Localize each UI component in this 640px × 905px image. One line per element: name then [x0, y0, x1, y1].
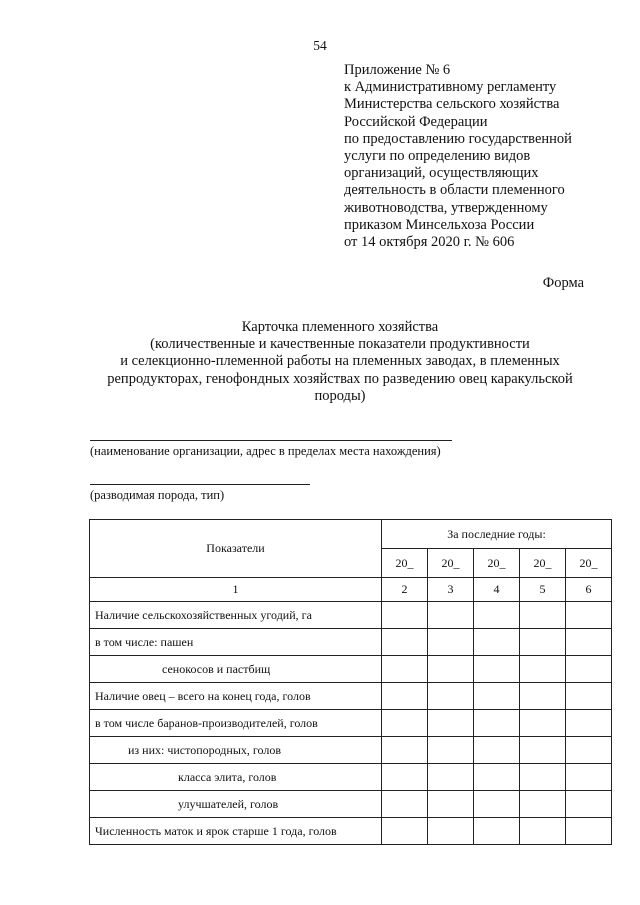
- value-cell[interactable]: [382, 764, 428, 791]
- appendix-line: организаций, осуществляющих: [344, 165, 539, 182]
- value-cell[interactable]: [428, 710, 474, 737]
- appendix-line: услуги по определению видов: [344, 148, 531, 165]
- value-cell[interactable]: [474, 683, 520, 710]
- organization-fill-line[interactable]: [90, 440, 452, 441]
- value-cell[interactable]: [566, 683, 612, 710]
- title-line: Карточка племенного хозяйства: [241, 319, 439, 335]
- table-row: [90, 737, 612, 764]
- organization-caption: (наименование организации, адрес в пределах места нахождения): [90, 444, 441, 458]
- value-cell[interactable]: [428, 602, 474, 629]
- value-cell[interactable]: [428, 683, 474, 710]
- value-cell[interactable]: [566, 737, 612, 764]
- row-label: в том числе: пашен: [90, 629, 382, 656]
- column-number: 5: [520, 578, 566, 602]
- column-number: 2: [382, 578, 428, 602]
- value-cell[interactable]: [382, 791, 428, 818]
- value-cell[interactable]: [428, 791, 474, 818]
- row-label: Численность маток и ярок старше 1 года, голов: [90, 818, 382, 845]
- column-number: 1: [90, 578, 382, 602]
- appendix-line: животноводства, утвержденному: [344, 199, 548, 216]
- column-number: 4: [474, 578, 520, 602]
- year-cell: 20_: [520, 549, 566, 578]
- column-number: 6: [566, 578, 612, 602]
- value-cell[interactable]: [382, 737, 428, 764]
- value-cell[interactable]: [566, 656, 612, 683]
- value-cell[interactable]: [428, 629, 474, 656]
- appendix-line: от 14 октября 2020 г. № 606: [344, 234, 515, 251]
- form-label: Форма: [542, 275, 584, 291]
- breed-fill-line[interactable]: [90, 484, 310, 485]
- value-cell[interactable]: [474, 602, 520, 629]
- value-cell[interactable]: [474, 818, 520, 845]
- appendix-line: к Административному регламенту: [344, 79, 557, 96]
- column-number-row: [90, 578, 612, 602]
- value-cell[interactable]: [474, 656, 520, 683]
- appendix-block: [344, 62, 634, 251]
- row-label: класса элита, голов: [90, 764, 382, 791]
- value-cell[interactable]: [520, 602, 566, 629]
- table-row: [90, 791, 612, 818]
- year-cell: 20_: [382, 549, 428, 578]
- row-label: Наличие сельскохозяйственных угодий, га: [90, 602, 382, 629]
- value-cell[interactable]: [382, 602, 428, 629]
- row-label: улучшателей, голов: [90, 791, 382, 818]
- appendix-line: деятельность в области племенного: [344, 182, 565, 199]
- row-label: из них: чистопородных, голов: [90, 737, 382, 764]
- value-cell[interactable]: [428, 818, 474, 845]
- value-cell[interactable]: [566, 764, 612, 791]
- value-cell[interactable]: [474, 629, 520, 656]
- value-cell[interactable]: [520, 683, 566, 710]
- title-line: (количественные и качественные показатели продуктивности: [150, 336, 530, 353]
- value-cell[interactable]: [474, 791, 520, 818]
- value-cell[interactable]: [566, 629, 612, 656]
- value-cell[interactable]: [428, 656, 474, 683]
- value-cell[interactable]: [474, 710, 520, 737]
- value-cell[interactable]: [382, 710, 428, 737]
- table-header-row: [90, 520, 612, 549]
- table-row: [90, 764, 612, 791]
- breed-caption: (разводимая порода, тип): [90, 488, 225, 502]
- value-cell[interactable]: [428, 764, 474, 791]
- appendix-line: приказом Минсельхоза России: [344, 216, 535, 233]
- year-cell: 20_: [428, 549, 474, 578]
- table-row: [90, 602, 612, 629]
- value-cell[interactable]: [520, 791, 566, 818]
- value-cell[interactable]: [520, 818, 566, 845]
- appendix-line: по предоставлению государственной: [344, 130, 572, 147]
- table-row: [90, 656, 612, 683]
- year-cell: 20_: [566, 549, 612, 578]
- value-cell[interactable]: [474, 737, 520, 764]
- value-cell[interactable]: [382, 683, 428, 710]
- row-label: Наличие овец – всего на конец года, голов: [90, 683, 382, 710]
- year-cell: 20_: [474, 549, 520, 578]
- value-cell[interactable]: [382, 818, 428, 845]
- header-years: За последние годы:: [382, 520, 612, 549]
- header-indicators: Показатели: [90, 520, 382, 578]
- value-cell[interactable]: [566, 710, 612, 737]
- page-number: 54: [313, 38, 327, 53]
- value-cell[interactable]: [566, 791, 612, 818]
- appendix-line: Приложение № 6: [344, 62, 451, 78]
- value-cell[interactable]: [520, 710, 566, 737]
- value-cell[interactable]: [382, 656, 428, 683]
- table-row: [90, 710, 612, 737]
- indicators-table: [89, 519, 612, 845]
- value-cell[interactable]: [520, 737, 566, 764]
- value-cell[interactable]: [566, 602, 612, 629]
- document-title: [40, 319, 640, 405]
- title-line: репродукторах, генофондных хозяйствах по разведению овец каракульской: [107, 370, 573, 387]
- table-row: [90, 629, 612, 656]
- table-row: [90, 683, 612, 710]
- value-cell[interactable]: [520, 656, 566, 683]
- value-cell[interactable]: [566, 818, 612, 845]
- row-label: в том числе баранов-производителей, голов: [90, 710, 382, 737]
- value-cell[interactable]: [520, 629, 566, 656]
- table-row: [90, 818, 612, 845]
- appendix-line: Российской Федерации: [344, 113, 488, 130]
- value-cell[interactable]: [520, 764, 566, 791]
- appendix-line: Министерства сельского хозяйства: [344, 96, 560, 113]
- title-line: породы): [314, 387, 366, 404]
- value-cell[interactable]: [382, 629, 428, 656]
- row-label: сенокосов и пастбищ: [90, 656, 382, 683]
- title-line: и селекционно-племенной работы на племенных заводах, в племенных: [120, 353, 560, 370]
- value-cell[interactable]: [474, 764, 520, 791]
- column-number: 3: [428, 578, 474, 602]
- value-cell[interactable]: [428, 737, 474, 764]
